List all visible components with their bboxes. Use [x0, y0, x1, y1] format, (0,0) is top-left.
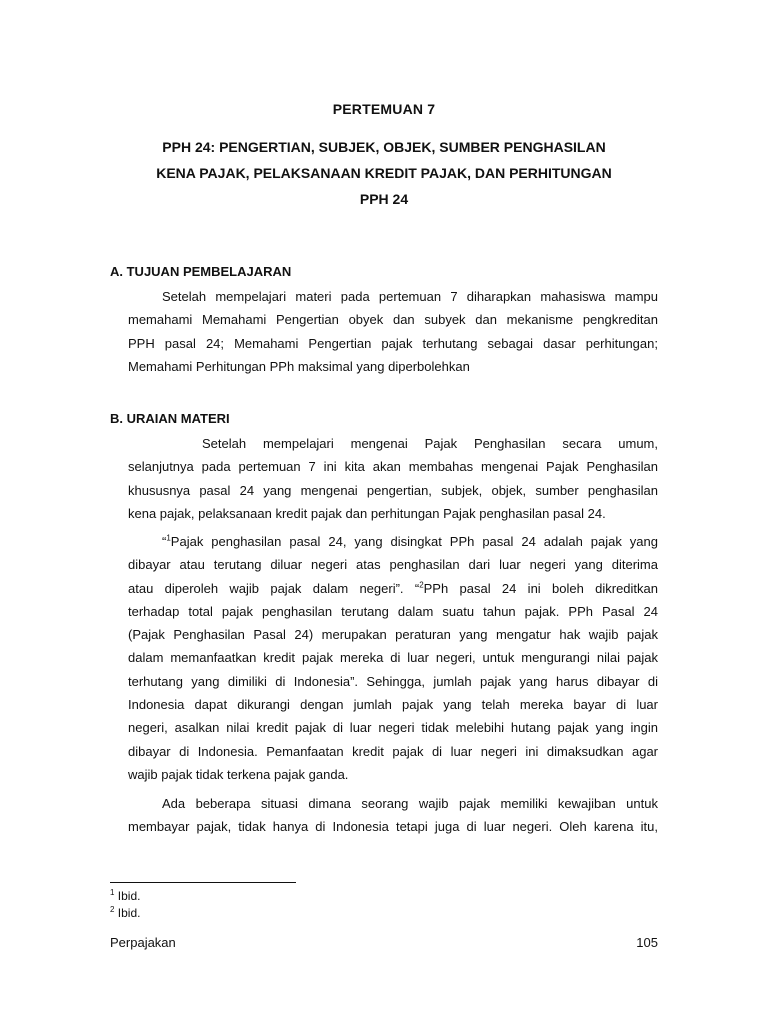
page-number: 105: [636, 935, 658, 950]
chapter-title-line: PPH 24: PENGERTIAN, SUBJEK, OBJEK, SUMBER PENGHASILAN: [162, 139, 606, 155]
chapter-title: [110, 134, 658, 212]
text-line: kena pajak, pelaksanaan kredit pajak dan perhitungan Pajak penghasilan pasal 24.: [128, 505, 606, 521]
situations-paragraph: [128, 792, 658, 839]
text-line: wajib pajak tidak terkena pajak ganda.: [128, 766, 349, 782]
text-line: PPH pasal 24; Memahami Pengertian pajak terhutang sebagai dasar perhitungan;: [128, 335, 658, 351]
chapter-title-line: PPH 24: [359, 191, 409, 207]
footnote-1: [110, 888, 140, 905]
text-line: negeri, asalkan nilai kredit pajak di luar negeri tidak melebihi hutang pajak yang ingin: [128, 720, 658, 736]
text-span: Pajak penghasilan pasal 24, yang disingkat PPh pasal 24 adalah pajak yang: [170, 534, 658, 549]
footer-course-name: Perpajakan: [110, 935, 176, 950]
text-line: [128, 577, 658, 600]
text-line: [128, 530, 658, 553]
meeting-title: PERTEMUAN 7: [332, 101, 436, 117]
text-line: terhadap total pajak penghasilan terutang dalam suatu tahun pajak. PPh Pasal 24: [128, 603, 658, 619]
text-line: Memahami Perhitungan PPh maksimal yang diperbolehkan: [128, 358, 470, 374]
text-span: atau diperoleh wajib pajak dalam negeri”. “: [128, 580, 420, 596]
text-line: (Pajak Penghasilan Pasal 24) merupakan peraturan yang mengatur hak wajib pajak: [128, 627, 658, 643]
footnote-text: Ibid.: [114, 906, 141, 920]
text-line: dibayar atau terutang diluar negeri atas penghasilan dari luar negeri yang diterima: [128, 557, 658, 573]
text-line: dibayar di Indonesia. Pemanfaatan kredit pajak di luar negeri ini dimaksudkan agar: [128, 743, 658, 759]
text-line: Setelah mempelajari materi pada pertemuan 7 diharapkan mahasiswa mampu: [162, 289, 658, 304]
learning-objectives-paragraph: [128, 285, 658, 378]
footnotes: [110, 888, 140, 922]
footnote-ref-1: 1: [166, 533, 171, 543]
text-line: Indonesia dapat dikurangi dengan jumlah pajak yang telah mereka bayar di luar: [128, 697, 658, 713]
section-heading-b: B. URAIAN MATERI: [110, 411, 230, 426]
text-line: khususnya pasal 24 yang mengenai pengertian, subjek, objek, sumber penghasilan: [128, 482, 658, 498]
chapter-title-line: KENA PAJAK, PELAKSANAAN KREDIT PAJAK, DAN PERHITUNGAN: [156, 165, 612, 181]
footnote-separator: [110, 882, 296, 883]
footnote-ref-2: 2: [419, 580, 424, 590]
footnote-number: 2: [110, 905, 115, 914]
text-line: selanjutnya pada pertemuan 7 ini kita akan membahas mengenai Pajak Penghasilan: [128, 459, 658, 475]
footnote-text: Ibid.: [114, 889, 141, 903]
text-line: Setelah mempelajari mengenai Pajak Penghasilan secara umum,: [202, 436, 658, 451]
pph24-definition-paragraph: [128, 530, 658, 786]
text-line: terhutang yang dimiliki di Indonesia”. Sehingga, jumlah pajak yang harus dibayar di: [128, 673, 658, 689]
text-line: memahami Memahami Pengertian obyek dan subyek dan mekanisme pengkreditan: [128, 312, 658, 328]
text-line: membayar pajak, tidak hanya di Indonesia tetapi juga di luar negeri. Oleh karena itu,: [128, 819, 658, 835]
footnote-number: 1: [110, 888, 115, 897]
text-line: dalam memanfaatkan kredit pajak mereka di luar negeri, untuk mengurangi nilai pajak: [128, 650, 658, 666]
text-span: PPh pasal 24 ini boleh dikreditkan: [423, 580, 658, 596]
material-intro-paragraph: [128, 432, 658, 525]
section-heading-a: A. TUJUAN PEMBELAJARAN: [110, 264, 292, 279]
footnote-2: [110, 905, 140, 922]
text-line: Ada beberapa situasi dimana seorang wajib pajak memiliki kewajiban untuk: [162, 796, 658, 811]
open-quote: “: [162, 534, 167, 549]
